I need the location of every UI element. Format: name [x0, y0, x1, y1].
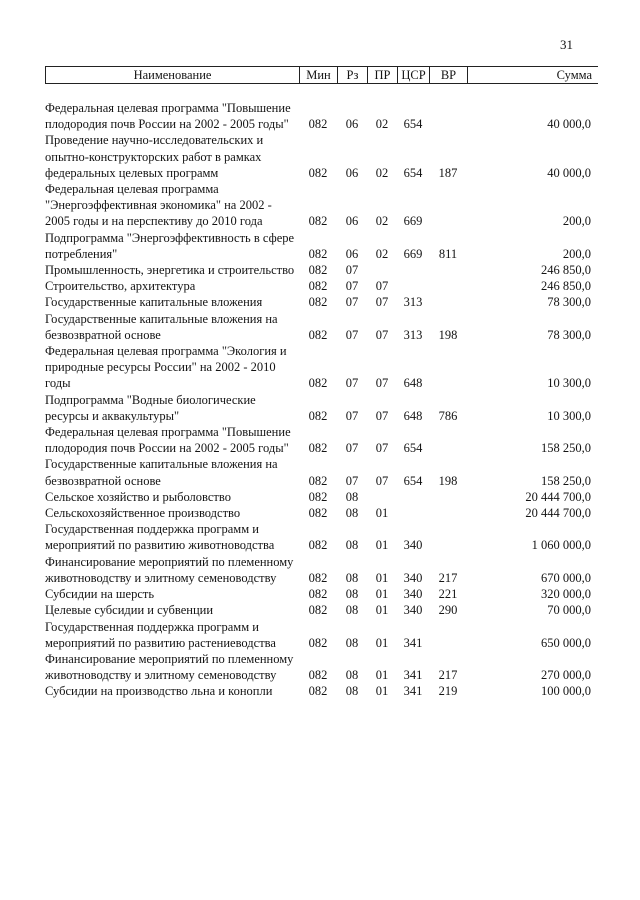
cell-sum: 650 000,0: [541, 635, 591, 650]
cell-name: Государственные капитальные вложения на безвозвратной основе: [45, 311, 278, 342]
cell-pr: 01: [375, 506, 389, 521]
cell-pr: 02: [375, 246, 389, 261]
cell-rz: 07: [345, 263, 359, 278]
cell-min: 082: [308, 408, 328, 423]
header-vr: ВР: [430, 67, 468, 83]
cell-min: 082: [308, 538, 328, 553]
cell-sum: 200,0: [562, 214, 591, 229]
cell-rz: 06: [345, 246, 359, 261]
cell-rz: 08: [345, 506, 359, 521]
cell-vr: 811: [438, 246, 458, 261]
cell-min: 082: [308, 263, 328, 278]
cell-pr: 02: [375, 165, 389, 180]
cell-name: Сельское хозяйство и рыболовство: [45, 489, 231, 504]
table-row: [45, 619, 597, 651]
cell-rz: 08: [345, 587, 359, 602]
cell-sum: 78 300,0: [547, 327, 591, 342]
cell-rz: 06: [345, 165, 359, 180]
cell-csr: 654: [403, 117, 423, 132]
cell-min: 082: [308, 246, 328, 261]
cell-rz: 07: [345, 279, 359, 294]
cell-vr: 290: [438, 603, 458, 618]
cell-pr: 07: [375, 473, 389, 488]
cell-pr: 02: [375, 117, 389, 132]
cell-min: 082: [308, 279, 328, 294]
cell-rz: 08: [345, 603, 359, 618]
header-pr: ПР: [368, 67, 398, 83]
table-row: [45, 311, 597, 343]
table-row: [45, 554, 597, 586]
cell-rz: 07: [345, 473, 359, 488]
cell-sum: 40 000,0: [547, 117, 591, 132]
cell-name: Подпрограмма "Водные биологические ресурсы и аквакультуры": [45, 392, 256, 423]
cell-vr: 219: [438, 684, 458, 699]
table-row: [45, 181, 597, 230]
cell-vr: 187: [438, 165, 458, 180]
cell-csr: 340: [403, 603, 423, 618]
cell-sum: 200,0: [562, 246, 591, 261]
cell-csr: 313: [403, 327, 423, 342]
cell-vr: 786: [438, 408, 458, 423]
cell-csr: 654: [403, 165, 423, 180]
cell-pr: 01: [375, 603, 389, 618]
table-row: [45, 602, 597, 618]
cell-pr: 07: [375, 327, 389, 342]
cell-csr: 341: [403, 635, 423, 650]
cell-name: Сельскохозяйственное производство: [45, 506, 241, 521]
cell-rz: 07: [345, 408, 359, 423]
cell-sum: 670 000,0: [541, 570, 591, 585]
cell-pr: 07: [375, 408, 389, 423]
header-min: Мин: [300, 67, 338, 83]
cell-name: Субсидии на шерсть: [45, 587, 155, 602]
cell-min: 082: [308, 376, 328, 391]
table-row: [45, 505, 597, 521]
table-row: [45, 294, 597, 310]
cell-rz: 08: [345, 684, 359, 699]
header-sum: Сумма: [556, 68, 592, 82]
cell-pr: 02: [375, 214, 389, 229]
cell-csr: 341: [403, 684, 423, 699]
cell-sum: 246 850,0: [541, 279, 591, 294]
cell-csr: 648: [403, 376, 423, 391]
cell-name: Государственные капитальные вложения на безвозвратной основе: [45, 457, 278, 488]
cell-pr: 07: [375, 295, 389, 310]
cell-name: Промышленность, энергетика и строительство: [45, 263, 295, 278]
cell-pr: 07: [375, 441, 389, 456]
cell-min: 082: [308, 473, 328, 488]
cell-sum: 246 850,0: [541, 263, 591, 278]
table-header: [45, 66, 598, 84]
cell-vr: 198: [438, 473, 458, 488]
cell-rz: 06: [345, 117, 359, 132]
cell-rz: 07: [345, 376, 359, 391]
header-rz: Рз: [338, 67, 368, 83]
header-csr: ЦСР: [398, 67, 430, 83]
cell-csr: 341: [403, 668, 423, 683]
cell-name: Подпрограмма "Энергоэффективность в сфере потребления": [45, 230, 295, 261]
cell-rz: 06: [345, 214, 359, 229]
cell-pr: 01: [375, 635, 389, 650]
cell-sum: 10 300,0: [547, 376, 591, 391]
header-name: Наименование: [46, 67, 300, 83]
cell-name: Финансирование мероприятий по племенному животноводству и элитному семеноводству: [45, 554, 294, 585]
table-row: [45, 392, 597, 424]
table-row: [45, 456, 597, 488]
cell-csr: 340: [403, 587, 423, 602]
cell-pr: 01: [375, 538, 389, 553]
cell-rz: 08: [345, 538, 359, 553]
cell-sum: 320 000,0: [541, 587, 591, 602]
table-row: [45, 424, 597, 456]
cell-vr: 221: [438, 587, 458, 602]
cell-sum: 78 300,0: [547, 295, 591, 310]
cell-vr: 217: [438, 570, 458, 585]
cell-csr: 340: [403, 538, 423, 553]
cell-min: 082: [308, 635, 328, 650]
cell-vr: 217: [438, 668, 458, 683]
cell-csr: 340: [403, 570, 423, 585]
cell-sum: 40 000,0: [547, 165, 591, 180]
cell-sum: 20 444 700,0: [525, 489, 591, 504]
cell-name: Федеральная целевая программа "Повышение плодородия почв России на 2002 - 2005 годы": [45, 425, 291, 456]
cell-min: 082: [308, 668, 328, 683]
cell-name: Государственные капитальные вложения: [45, 295, 263, 310]
cell-rz: 08: [345, 668, 359, 683]
cell-csr: 654: [403, 441, 423, 456]
cell-name: Государственная поддержка программ и мероприятий по развитию животноводства: [45, 522, 275, 553]
cell-name: Субсидии на производство льна и конопли: [45, 684, 273, 699]
table-row: [45, 586, 597, 602]
cell-min: 082: [308, 570, 328, 585]
cell-sum: 1 060 000,0: [531, 538, 591, 553]
cell-rz: 08: [345, 570, 359, 585]
table-row: [45, 521, 597, 553]
page-number: 31: [560, 37, 573, 52]
table-row: [45, 343, 597, 392]
cell-pr: 07: [375, 279, 389, 294]
cell-min: 082: [308, 117, 328, 132]
cell-min: 082: [308, 441, 328, 456]
cell-min: 082: [308, 506, 328, 521]
cell-csr: 654: [403, 473, 423, 488]
cell-name: Строительство, архитектура: [45, 279, 196, 294]
cell-name: Государственная поддержка программ и мероприятий по развитию растениеводства: [45, 619, 276, 650]
cell-csr: 313: [403, 295, 423, 310]
cell-rz: 08: [345, 635, 359, 650]
cell-name: Целевые субсидии и субвенции: [45, 603, 214, 618]
cell-sum: 100 000,0: [541, 684, 591, 699]
cell-rz: 07: [345, 441, 359, 456]
cell-csr: 648: [403, 408, 423, 423]
table-row: [45, 683, 597, 699]
cell-sum: 20 444 700,0: [525, 506, 591, 521]
cell-rz: 08: [345, 489, 359, 504]
cell-pr: 01: [375, 587, 389, 602]
cell-sum: 70 000,0: [547, 603, 591, 618]
table-row: [45, 132, 597, 181]
cell-min: 082: [308, 295, 328, 310]
cell-min: 082: [308, 603, 328, 618]
table-row: [45, 262, 597, 278]
cell-csr: 669: [403, 214, 423, 229]
table-row: [45, 100, 597, 132]
cell-min: 082: [308, 214, 328, 229]
cell-min: 082: [308, 165, 328, 180]
table-row: [45, 278, 597, 294]
cell-min: 082: [308, 489, 328, 504]
cell-rz: 07: [345, 327, 359, 342]
table-body: [45, 100, 597, 700]
table-row: [45, 489, 597, 505]
cell-sum: 270 000,0: [541, 668, 591, 683]
cell-min: 082: [308, 327, 328, 342]
cell-pr: 07: [375, 376, 389, 391]
cell-sum: 158 250,0: [541, 473, 591, 488]
cell-name: Федеральная целевая программа "Энергоэффективная экономика" на 2002 - 2005 годы и на перспективу до 2010 года: [45, 182, 272, 229]
cell-pr: 01: [375, 668, 389, 683]
cell-pr: 01: [375, 570, 389, 585]
cell-min: 082: [308, 684, 328, 699]
cell-name: Финансирование мероприятий по племенному животноводству и элитному семеноводству: [45, 651, 294, 683]
cell-vr: 198: [438, 327, 458, 342]
cell-rz: 07: [345, 295, 359, 310]
table-row: [45, 230, 597, 262]
table-row: [45, 651, 597, 683]
cell-sum: 10 300,0: [547, 408, 591, 423]
cell-sum: 158 250,0: [541, 441, 591, 456]
cell-min: 082: [308, 587, 328, 602]
cell-pr: 01: [375, 684, 389, 699]
cell-name: Проведение научно-исследовательских и опытно-конструкторских работ в рамках федеральных целевых программ: [45, 133, 264, 180]
cell-csr: 669: [403, 246, 423, 261]
cell-name: Федеральная целевая программа "Повышение плодородия почв России на 2002 - 2005 годы": [45, 101, 291, 132]
cell-name: Федеральная целевая программа "Экология и природные ресурсы России" на 2002 - 2010 годы: [45, 344, 287, 391]
